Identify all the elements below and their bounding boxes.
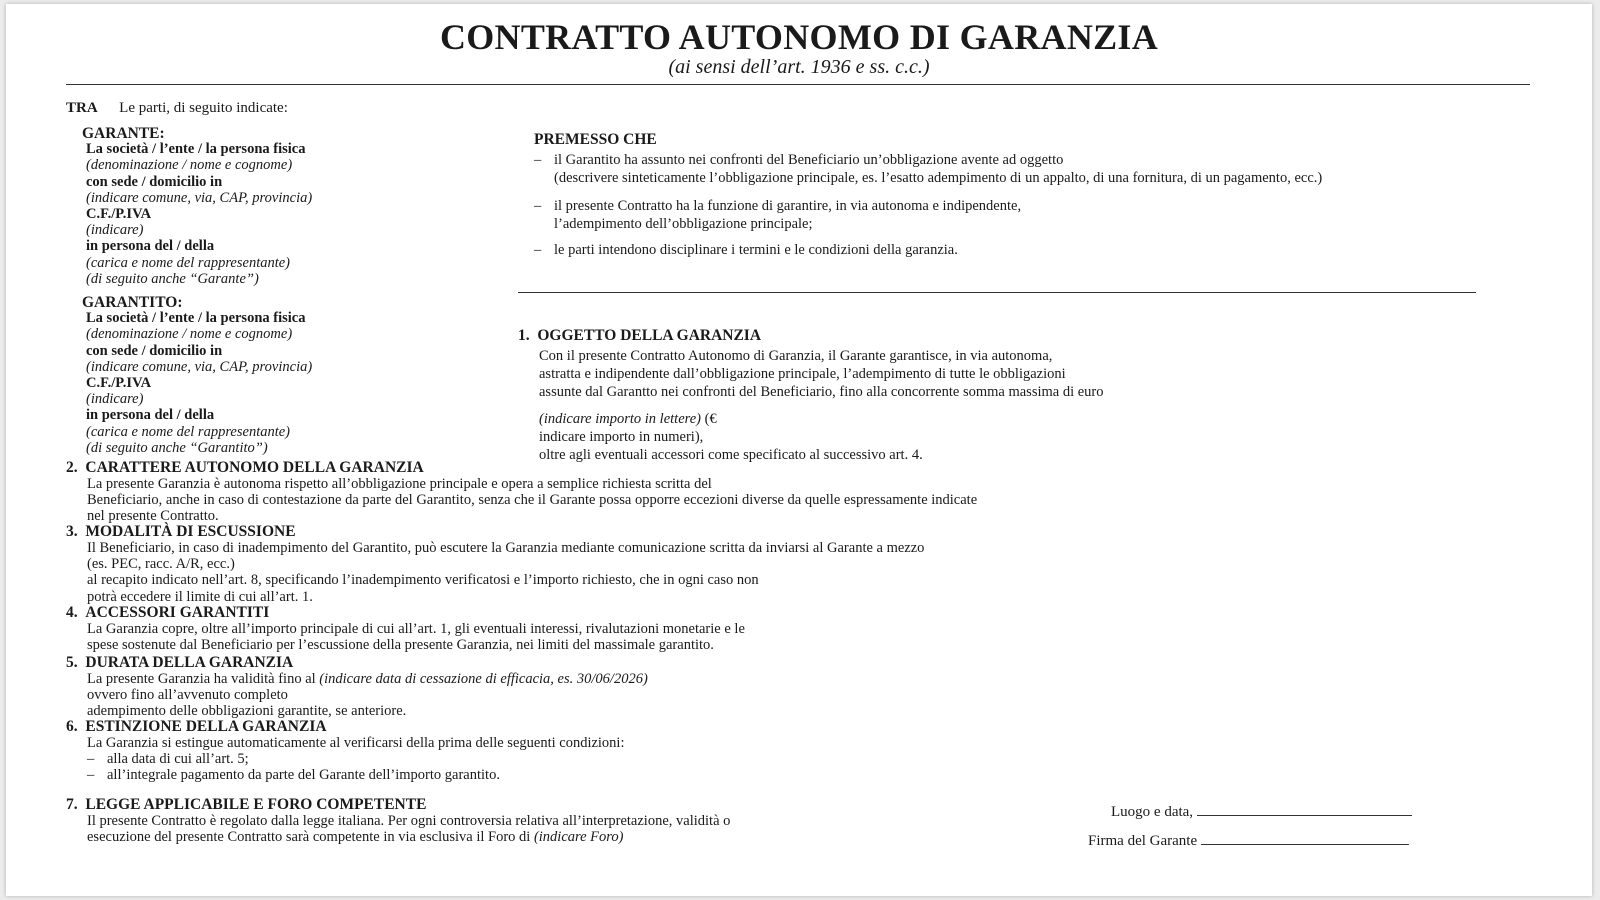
art5-line3: adempimento delle obbligazioni garantite, se anteriore.: [87, 703, 407, 720]
garante-tax: C.F./P.IVA: [86, 205, 152, 222]
art3-body: [87, 540, 924, 605]
signature-row: [1088, 830, 1409, 850]
art6-condition-1: alla data di cui all’art. 5;: [107, 751, 249, 768]
garantito-rep-hint: (carica e nome del rappresentante): [86, 423, 291, 440]
art6-title: ESTINZIONE DELLA GARANZIA: [85, 718, 327, 735]
garantito-alias: (di seguito anche “Garantito”): [86, 439, 268, 456]
art1-line3: assunte dal Garantto nei confronti del Beneficiario, fino alla concorrente somma massima di euro: [539, 384, 1104, 400]
document-title: CONTRATTO AUTONOMO DI GARANZIA: [439, 17, 1159, 57]
garante-rep-hint: (carica e nome del rappresentante): [86, 254, 291, 271]
art1-heading: [518, 327, 761, 344]
art4-number: 4.: [66, 604, 78, 621]
garantito-rep: in persona del / della: [86, 407, 215, 424]
art1-euro-open: (€: [701, 411, 717, 427]
art4-line2: spese sostenute dal Beneficiario per l’escussione della presente Garanzia, nei limiti del massimale garantito.: [87, 637, 714, 654]
parties-intro-text: Le parti, di seguito indicate:: [119, 100, 288, 116]
art3-line1: Il Beneficiario, in caso di inadempimento del Garantito, può escutere la Garanzia mediante comunicazione scritta da inviarsi al Garante a mezzo: [87, 540, 925, 556]
garantito-tax: C.F./P.IVA: [86, 374, 152, 391]
art1-line1: Con il presente Contratto Autonomo di Garanzia, il Garante garantisce, in via autonoma,: [539, 348, 1053, 364]
art1-line6: oltre agli eventuali accessori come specificato al successivo art. 4.: [539, 447, 923, 463]
signature-line[interactable]: [1201, 830, 1409, 845]
dash-bullet: –: [87, 751, 95, 768]
garantito-block: [82, 294, 312, 456]
art7-line1: Il presente Contratto è regolato dalla legge italiana. Per ogni controversia relativa all’interpretazione, validità o: [87, 813, 731, 829]
art7-number: 7.: [66, 796, 78, 813]
art6-heading: [66, 718, 327, 735]
garantito-seat: con sede / domicilio in: [86, 342, 223, 359]
art5-title: DURATA DELLA GARANZIA: [85, 654, 294, 671]
art6-number: 6.: [66, 718, 78, 735]
art7-body: [87, 813, 730, 845]
art3-line4: potrà eccedere il limite di cui all’art. 1.: [87, 588, 313, 605]
art5-line1: La presente Garanzia ha validità fino al: [87, 671, 316, 687]
art3-title: MODALITÀ DI ESCUSSIONE: [85, 523, 296, 540]
garantito-heading: GARANTITO:: [82, 294, 183, 311]
parties-intro: [66, 100, 288, 117]
art1-body: [539, 347, 1104, 464]
art6-line1: La Garanzia si estingue automaticamente al verificarsi della prima delle seguenti condizioni:: [87, 735, 625, 751]
contract-page: [6, 4, 1592, 896]
art2-number: 2.: [66, 459, 78, 476]
document-subtitle: (ai sensi dell’art. 1936 e ss. c.c.): [668, 56, 930, 78]
place-date-row: [1111, 801, 1412, 821]
art5-line2: ovvero fino all’avvenuto completo: [87, 687, 288, 704]
art2-line1: La presente Garanzia è autonoma rispetto all’obbligazione principale e opera a semplice richiesta scritta del: [87, 476, 712, 492]
art1-amount-words: (indicare importo in lettere): [539, 411, 702, 427]
garantito-tax-hint: (indicare): [86, 391, 144, 408]
title-divider: [66, 84, 1530, 85]
art2-line2: Beneficiario, anche in caso di contestazione da parte del Garantito, senza che il Garante possa opporre eccezioni diverse da quelle espressamente indicate: [87, 492, 978, 509]
garante-entity: La società / l’ente / la persona fisica: [86, 141, 306, 158]
garante-rep: in persona del / della: [86, 238, 215, 255]
garante-tax-hint: (indicare): [86, 222, 144, 239]
place-date-line[interactable]: [1197, 801, 1412, 816]
dash-bullet: –: [534, 198, 542, 214]
garantito-seat-hint: (indicare comune, via, CAP, provincia): [86, 358, 313, 375]
art2-line3: nel presente Contratto.: [87, 508, 219, 525]
art6-condition-2: all’integrale pagamento da parte del Garante dell’importo garantito.: [107, 767, 500, 784]
garantito-entity: La società / l’ente / la persona fisica: [86, 310, 306, 327]
premesso-item-2-line2: l’adempimento dell’obbligazione principale;: [554, 216, 813, 232]
art1-line2: astratta e indipendente dall’obbligazione principale, l’adempimento di tutte le obbligazioni: [539, 366, 1066, 382]
art4-title: ACCESSORI GARANTITI: [85, 604, 270, 621]
art7-title: LEGGE APPLICABILE E FORO COMPETENTE: [85, 796, 427, 813]
art2-body: [87, 476, 977, 525]
dash-bullet: –: [87, 767, 95, 784]
art5-number: 5.: [66, 654, 78, 671]
art7-foro-placeholder: (indicare Foro): [533, 829, 624, 846]
art1-amount-numbers: indicare importo in numeri),: [539, 429, 704, 445]
art1-number: 1.: [518, 327, 530, 344]
garantito-entity-hint: (denominazione / nome e cognome): [86, 326, 293, 343]
art1-title: OGGETTO DELLA GARANZIA: [537, 327, 762, 344]
place-date-label: Luogo e data,: [1111, 804, 1194, 820]
premesso-list: [534, 151, 1322, 259]
art3-number: 3.: [66, 523, 78, 540]
art3-heading: [66, 523, 296, 540]
art3-line3: al recapito indicato nell’art. 8, specificando l’inadempimento verificatosi e l’importo richiesto, che in ogni caso non: [87, 572, 759, 589]
garante-seat-hint: (indicare comune, via, CAP, provincia): [86, 189, 313, 206]
premesso-item-2-line1: il presente Contratto ha la funzione di garantire, in via autonoma e indipendente,: [554, 198, 1022, 214]
art5-heading: [66, 654, 293, 671]
premesso-item-3: le parti intendono disciplinare i termini e le condizioni della garanzia.: [554, 242, 958, 258]
art5-date-placeholder: (indicare data di cessazione di efficacia, es. 30/06/2026): [319, 671, 648, 687]
art4-heading: [66, 604, 269, 621]
garante-seat: con sede / domicilio in: [86, 173, 223, 190]
art5-body: [87, 671, 648, 720]
premesso-item-1-line1: il Garantito ha assunto nei confronti del Beneficiario un’obbligazione avente ad oggetto: [554, 152, 1064, 168]
art3-line2: (es. PEC, racc. A/R, ecc.): [87, 556, 235, 573]
art4-line1: La Garanzia copre, oltre all’importo principale di cui all’art. 1, gli eventuali interessi, rivalutazioni monetarie e le: [87, 621, 745, 637]
garante-block: [82, 125, 312, 287]
art4-body: [87, 621, 745, 653]
tra-label: TRA: [66, 100, 98, 116]
premesso-item-1-line2: (descrivere sinteticamente l’obbligazione principale, es. l’esatto adempimento di un appalto, di una fornitura, di un pagamento, ecc.): [554, 170, 1323, 186]
premesso-divider: [518, 292, 1476, 293]
dash-bullet: –: [534, 152, 542, 168]
garante-entity-hint: (denominazione / nome e cognome): [86, 157, 293, 174]
art6-body: [87, 735, 625, 784]
garante-heading: GARANTE:: [82, 125, 165, 142]
art7-line2: esecuzione del presente Contratto sarà competente in via esclusiva il Foro di: [87, 829, 531, 846]
garante-alias: (di seguito anche “Garante”): [86, 270, 259, 287]
art2-title: CARATTERE AUTONOMO DELLA GARANZIA: [85, 459, 424, 476]
premesso-heading: PREMESSO CHE: [534, 131, 657, 148]
art2-heading: [66, 459, 424, 476]
art7-heading: [66, 796, 426, 813]
dash-bullet: –: [534, 242, 542, 258]
signature-label: Firma del Garante: [1088, 833, 1198, 849]
